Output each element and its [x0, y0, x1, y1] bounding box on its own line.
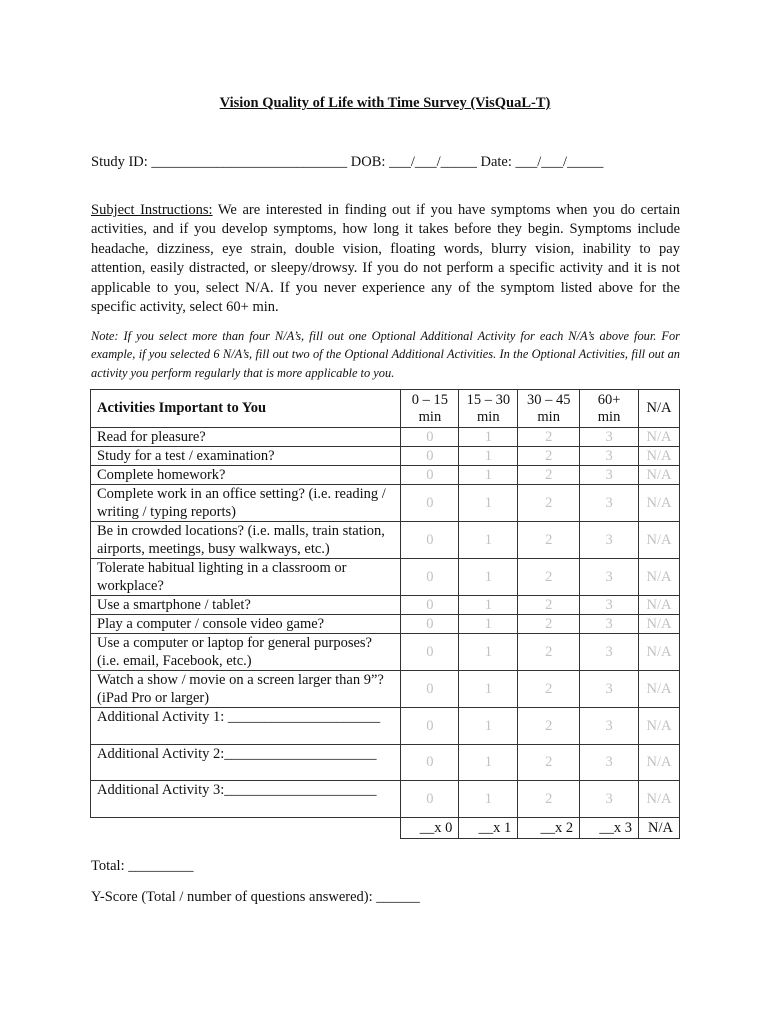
rating-option[interactable]: 1: [459, 522, 518, 559]
rating-option[interactable]: 2: [518, 559, 580, 596]
rating-option[interactable]: 3: [580, 485, 639, 522]
instructions-text: We are interested in finding out if you have symptoms when you do certain activities, and if you develop symptoms, how long it takes before they begin. Symptoms include headache, dizziness, eye strain, double vision, floating words, blurry vision, inability to pay attention, easily distracted, or sleepy/drowsy. If you do not perform a specific activity and it is not applicable to you, select N/A. If you never experience any of the symptom listed above for the specific activity, select 60+ min.: [91, 202, 680, 316]
rating-option[interactable]: 2: [518, 615, 580, 634]
rating-option[interactable]: 0: [401, 708, 459, 745]
rating-option[interactable]: 2: [518, 744, 580, 781]
activity-label: Be in crowded locations? (i.e. malls, train station, airports, meetings, busy walkways, etc.): [91, 522, 401, 559]
rating-option[interactable]: 1: [459, 466, 518, 485]
multiplier-cell: __x 3: [580, 817, 639, 838]
column-header-na: N/A: [639, 390, 680, 428]
table-row: [91, 615, 680, 634]
subject-instructions: [91, 201, 680, 317]
table-row: [91, 485, 680, 522]
table-header-row: [91, 390, 680, 428]
survey-title: Vision Quality of Life with Time Survey (VisQuaL-T): [219, 95, 551, 111]
column-header-range: 15 – 30: [466, 391, 511, 408]
rating-option[interactable]: N/A: [639, 466, 680, 485]
total-line[interactable]: Total: _________: [91, 858, 194, 874]
column-header-unit: min: [418, 408, 442, 425]
table-row: [91, 744, 680, 781]
rating-option[interactable]: 1: [459, 485, 518, 522]
activity-label: Study for a test / examination?: [91, 447, 401, 466]
multiplier-cell: __x 1: [459, 817, 518, 838]
rating-option[interactable]: 1: [459, 744, 518, 781]
rating-option[interactable]: 1: [459, 671, 518, 708]
multiplier-cell: __x 0: [401, 817, 459, 838]
rating-option[interactable]: 0: [401, 744, 459, 781]
rating-option[interactable]: 3: [580, 781, 639, 818]
table-row: [91, 634, 680, 671]
rating-option[interactable]: 0: [401, 781, 459, 818]
column-header-range: 0 – 15: [411, 391, 449, 408]
rating-option[interactable]: 1: [459, 634, 518, 671]
rating-option[interactable]: N/A: [639, 428, 680, 447]
table-row: [91, 428, 680, 447]
rating-option[interactable]: 2: [518, 596, 580, 615]
rating-option[interactable]: 1: [459, 447, 518, 466]
rating-option[interactable]: 1: [459, 781, 518, 818]
rating-option[interactable]: 0: [401, 522, 459, 559]
rating-option[interactable]: 3: [580, 615, 639, 634]
activity-label: Additional Activity 3:_____________________: [91, 781, 401, 818]
rating-option[interactable]: 0: [401, 447, 459, 466]
rating-option[interactable]: N/A: [639, 744, 680, 781]
activity-label: Use a smartphone / tablet?: [91, 596, 401, 615]
column-header-30-45: [518, 390, 580, 428]
activity-label: Additional Activity 1: _____________________: [91, 708, 401, 745]
rating-option[interactable]: N/A: [639, 671, 680, 708]
rating-option[interactable]: 3: [580, 522, 639, 559]
activity-label: Play a computer / console video game?: [91, 615, 401, 634]
rating-option[interactable]: 0: [401, 596, 459, 615]
rating-option[interactable]: 3: [580, 708, 639, 745]
rating-option[interactable]: 0: [401, 671, 459, 708]
rating-option[interactable]: N/A: [639, 522, 680, 559]
rating-option[interactable]: 3: [580, 428, 639, 447]
activity-label: Tolerate habitual lighting in a classroom or workplace?: [91, 559, 401, 596]
rating-option[interactable]: N/A: [639, 485, 680, 522]
rating-option[interactable]: 2: [518, 466, 580, 485]
instructions-lead: Subject Instructions:: [91, 202, 213, 218]
rating-option[interactable]: 0: [401, 485, 459, 522]
study-id-dob-date-line[interactable]: Study ID: ___________________________ DOB: ___/___/_____ Date: ___/___/_____: [91, 154, 604, 170]
rating-option[interactable]: 2: [518, 671, 580, 708]
rating-option[interactable]: 2: [518, 428, 580, 447]
column-header-range: 60+: [597, 391, 621, 408]
column-header-unit: min: [597, 408, 621, 425]
rating-option[interactable]: 3: [580, 744, 639, 781]
rating-option[interactable]: 1: [459, 428, 518, 447]
table-row: [91, 671, 680, 708]
activities-body: [91, 428, 680, 839]
activity-label: Additional Activity 2:_____________________: [91, 744, 401, 781]
table-row: [91, 466, 680, 485]
note-text: Note: If you select more than four N/A’s, fill out one Optional Additional Activity for each N/A’s above four. For example, if you selected 6 N/A’s, fill out two of the Optional Additional Activities. In the Optional Activities, fill out an activity you perform regularly that is more applicable to you.: [91, 329, 680, 380]
rating-option[interactable]: 2: [518, 781, 580, 818]
activity-label: Read for pleasure?: [91, 428, 401, 447]
activities-header: Activities Important to You: [91, 390, 401, 428]
rating-option[interactable]: 2: [518, 522, 580, 559]
rating-option[interactable]: N/A: [639, 447, 680, 466]
rating-option[interactable]: 3: [580, 466, 639, 485]
multiplier-cell: N/A: [639, 817, 680, 838]
rating-option[interactable]: 3: [580, 596, 639, 615]
activity-label: Complete work in an office setting? (i.e. reading / writing / typing reports): [91, 485, 401, 522]
activity-label: Watch a show / movie on a screen larger than 9”? (iPad Pro or larger): [91, 671, 401, 708]
y-score-line[interactable]: Y-Score (Total / number of questions answered): ______: [91, 889, 420, 905]
column-header-range: 30 – 45: [526, 391, 571, 408]
rating-option[interactable]: N/A: [639, 708, 680, 745]
rating-option[interactable]: 1: [459, 559, 518, 596]
rating-option[interactable]: 3: [580, 447, 639, 466]
rating-option[interactable]: 2: [518, 485, 580, 522]
rating-option[interactable]: 0: [401, 466, 459, 485]
rating-option[interactable]: 0: [401, 615, 459, 634]
activity-label: Complete homework?: [91, 466, 401, 485]
rating-option[interactable]: 3: [580, 559, 639, 596]
rating-option[interactable]: N/A: [639, 596, 680, 615]
rating-option[interactable]: 1: [459, 615, 518, 634]
table-row: [91, 522, 680, 559]
rating-option[interactable]: 3: [580, 634, 639, 671]
rating-option[interactable]: 2: [518, 708, 580, 745]
multiplier-blank: [91, 817, 401, 838]
rating-option[interactable]: N/A: [639, 615, 680, 634]
table-row: [91, 559, 680, 596]
table-row: [91, 781, 680, 818]
rating-option[interactable]: 1: [459, 708, 518, 745]
column-header-15-30: [459, 390, 518, 428]
column-header-unit: min: [537, 408, 560, 425]
table-row: [91, 596, 680, 615]
rating-option[interactable]: N/A: [639, 781, 680, 818]
activity-label: Use a computer or laptop for general purposes? (i.e. email, Facebook, etc.): [91, 634, 401, 671]
rating-option[interactable]: 3: [580, 671, 639, 708]
column-header-60-plus: [580, 390, 639, 428]
rating-option[interactable]: N/A: [639, 559, 680, 596]
rating-option[interactable]: 0: [401, 428, 459, 447]
rating-option[interactable]: 1: [459, 596, 518, 615]
rating-option[interactable]: N/A: [639, 634, 680, 671]
table-row: [91, 708, 680, 745]
multiplier-cell: __x 2: [518, 817, 580, 838]
column-header-0-15: [401, 390, 459, 428]
rating-option[interactable]: 2: [518, 447, 580, 466]
table-row: [91, 447, 680, 466]
multiplier-row: [91, 817, 680, 838]
rating-option[interactable]: 2: [518, 634, 580, 671]
rating-option[interactable]: 0: [401, 559, 459, 596]
activities-table: [90, 389, 680, 839]
column-header-unit: min: [477, 408, 500, 425]
rating-option[interactable]: 0: [401, 634, 459, 671]
